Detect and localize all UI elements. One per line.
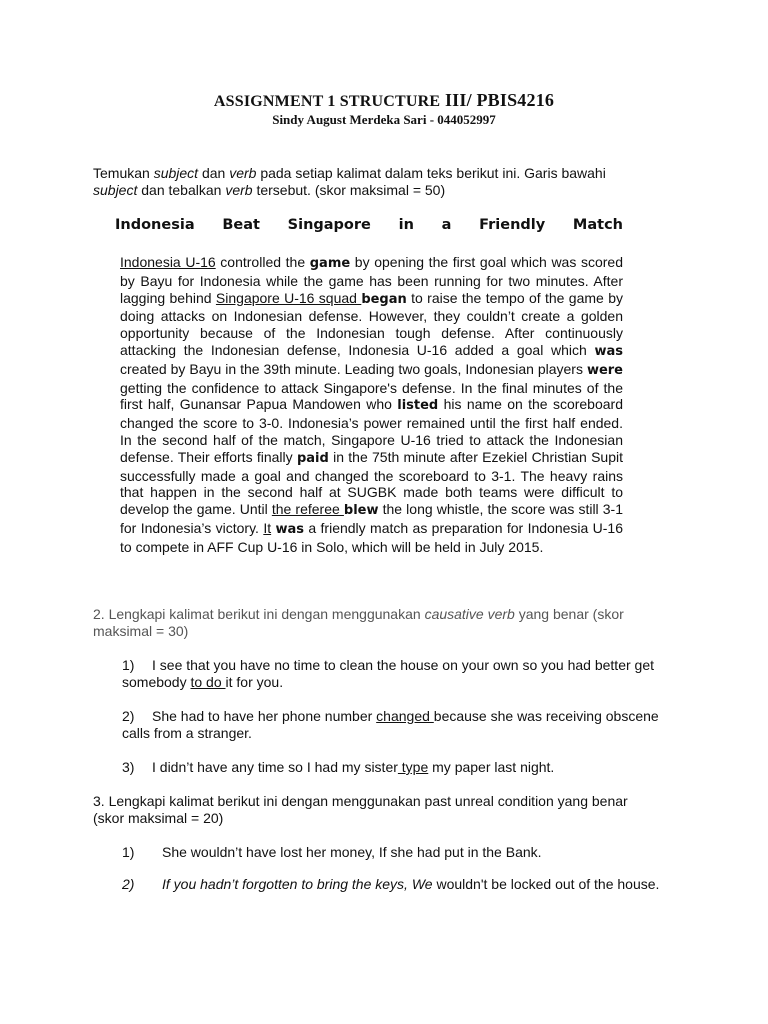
- heading-word: Friendly: [479, 217, 546, 233]
- passage-run: a friendly match as preparation for Indonesia U-16 to compete in AFF Cup U-16 in Solo, which will be held in July 2015.: [120, 519, 624, 555]
- subject-underlined: It: [263, 519, 272, 536]
- passage-run: created by Bayu in the 39th minute. Leading two goals, Indonesian players: [120, 360, 587, 377]
- question-3-instruction: 3. Lengkapi kalimat berikut ini dengan menggunakan past unreal condition yang benar (skor maksimal = 20): [93, 793, 628, 826]
- author-line: Sindy August Merdeka Sari - 044052997: [272, 112, 496, 127]
- question-3-item-1: 1) She wouldn’t have lost her money, If she had put in the Bank.: [122, 844, 542, 860]
- heading-word: Singapore: [287, 217, 371, 233]
- passage-run: his name on the scoreboard changed the score to 3-0. Indonesia’s power remained until the first half ended. In the second half of the match, Singapore U-16 tried to attack the Indonesian defense. Their efforts finally: [120, 396, 623, 465]
- answer-underlined: changed: [376, 708, 434, 724]
- verb-bold: listed: [397, 398, 439, 414]
- passage-run: to raise the tempo of the game by doing attacks on Indonesian defense. However, they couldn’t create a golden opportunity because of the Indonesian tough defense. After continuously attacking the Indonesian defense, Indonesia U-16 added a goal which: [120, 289, 623, 358]
- passage-run: controlled the: [215, 254, 310, 270]
- passage-run: the long whistle, the score was still 3-1 for Indonesia’s victory.: [120, 501, 624, 536]
- answer-underlined: type: [397, 759, 429, 775]
- question-3-item-2: 2) If you hadn’t forgotten to bring the keys, We wouldn't be locked out of the house.: [122, 876, 660, 892]
- verb-bold: paid: [296, 450, 329, 466]
- heading-word: Beat: [222, 217, 260, 233]
- passage-heading: [115, 217, 623, 233]
- subject-underlined: Indonesia U-16: [120, 254, 216, 270]
- verb-bold: was: [275, 521, 305, 537]
- question-2-instruction: 2. Lengkapi kalimat berikut ini dengan menggunakan causative verb yang benar (skor maksimal = 30): [93, 606, 624, 639]
- verb-bold: blew: [343, 503, 379, 519]
- verb-bold: game: [309, 256, 351, 271]
- passage-text: [120, 254, 623, 556]
- question-2-item-3: 3) I didn’t have any time so I had my sister type my paper last night.: [122, 759, 555, 775]
- verb-bold: was: [594, 343, 623, 359]
- document-title: [0, 90, 768, 111]
- heading-word: Indonesia: [115, 217, 195, 233]
- passage-run: by opening the first goal which was scored by Bayu for Indonesia while the game has been running for two minutes. After lagging behind: [120, 254, 623, 306]
- heading-word: Match: [572, 217, 623, 233]
- passage-run: getting the confidence to attack Singapore's defense. In the final minutes of the first half, Gunansar Papua Mandowen who: [120, 379, 623, 413]
- heading-word: a: [441, 217, 452, 233]
- verb-bold: began: [361, 291, 407, 307]
- question-1-instruction: Temukan subject dan verb pada setiap kalimat dalam teks berikut ini. Garis bawahi subject dan tebalkan verb tersebut. (skor maksimal = 50): [93, 165, 606, 198]
- verb-bold: were: [586, 362, 623, 378]
- title-part-2: III/ PBIS4216: [444, 90, 555, 110]
- answer-underlined: to do: [190, 674, 226, 690]
- subject-underlined: the referee: [271, 501, 344, 518]
- question-2-item-1: 1) I see that you have no time to clean the house on your own so you had better get somebody to do it for you.: [122, 657, 654, 690]
- passage-run: in the 75th minute after Ezekiel Christian Supit successfully made a goal and changed the scoreboard to 3-1. The heavy rains that happen in the second half at SUGBK made both teams were difficult to develop the game. Until: [120, 448, 624, 518]
- subject-underlined: Singapore U-16 squad: [215, 289, 362, 306]
- heading-word: in: [398, 217, 414, 233]
- title-part-1: ASSIGNMENT 1 STRUCTURE: [213, 93, 441, 110]
- question-2-item-2: 2) She had to have her phone number changed because she was receiving obscene calls from a stranger.: [122, 708, 659, 741]
